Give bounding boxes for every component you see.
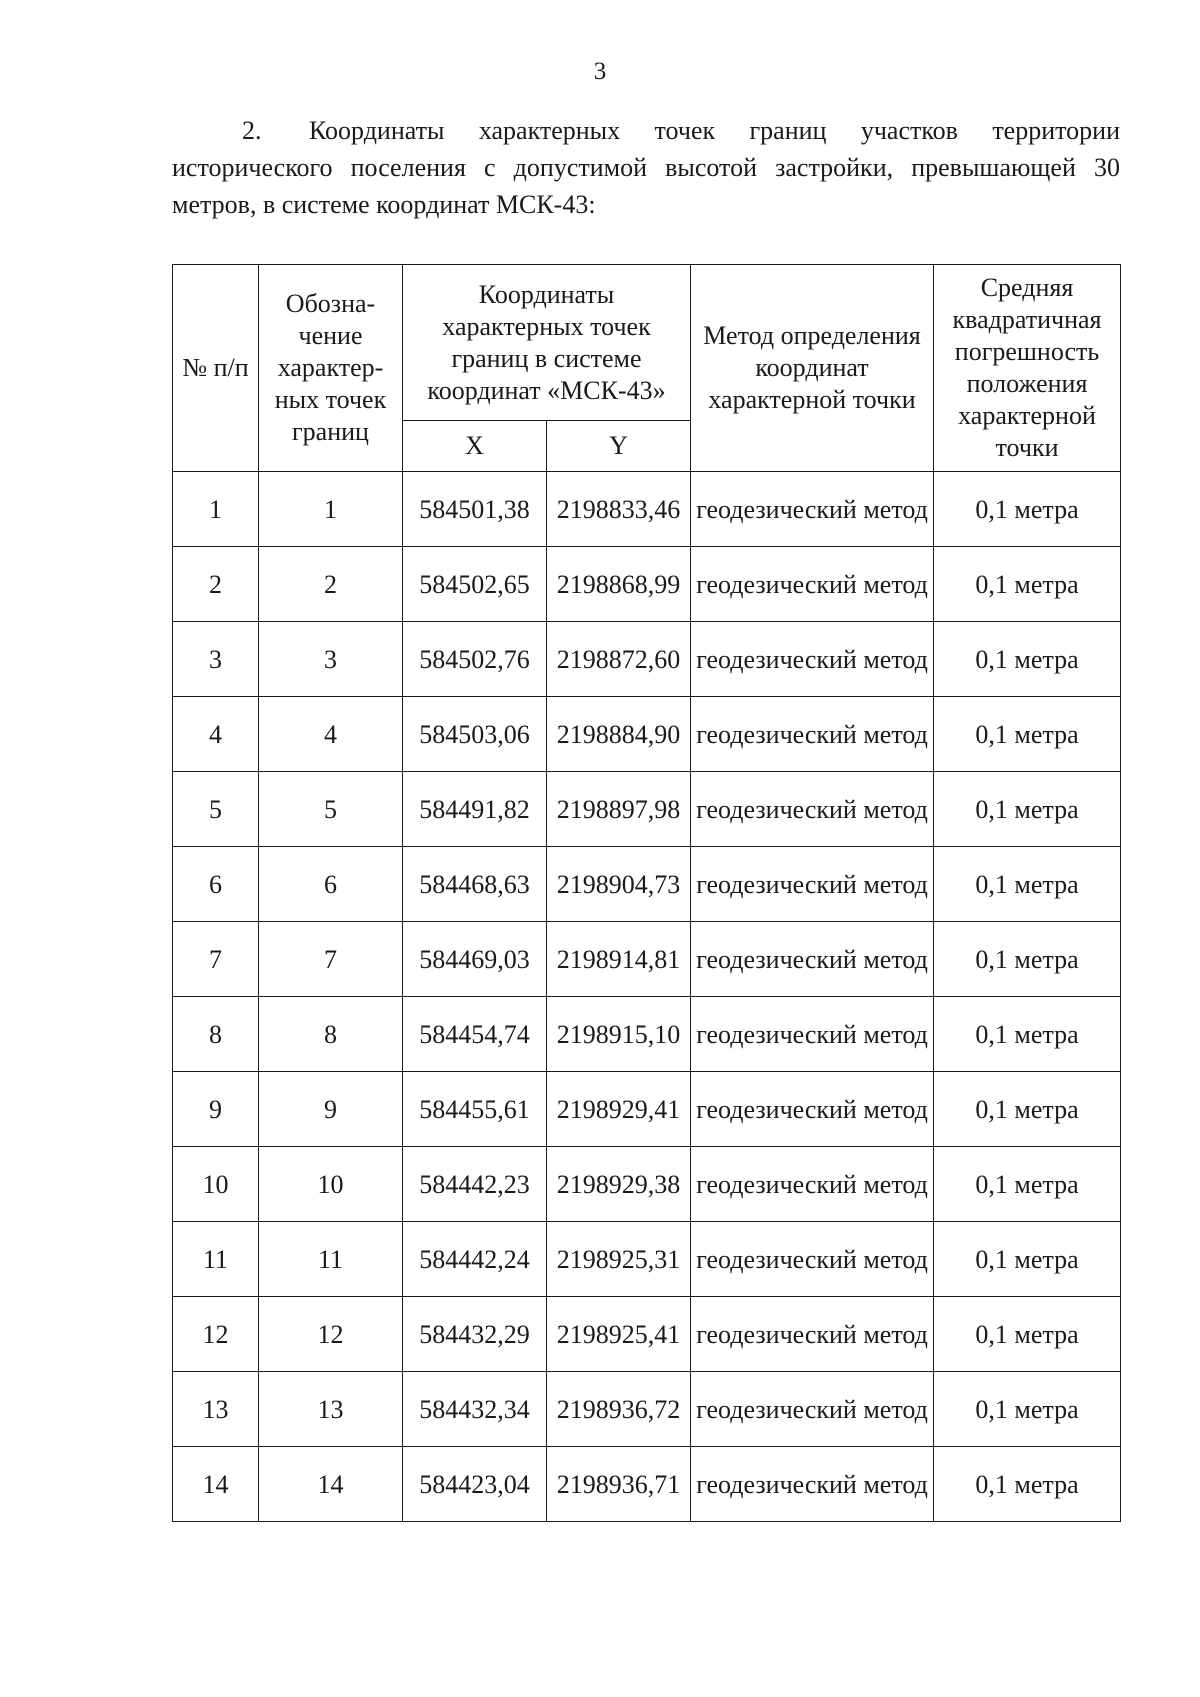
cell-y: 2198915,10 — [547, 997, 691, 1072]
cell-designation: 11 — [259, 1222, 403, 1297]
table-row — [173, 697, 1121, 772]
cell-designation: 7 — [259, 922, 403, 997]
header-coordinates: Координаты характерных точек границ в системе координат «МСК-43» — [403, 265, 691, 421]
table-row — [173, 1447, 1121, 1522]
cell-error: 0,1 метра — [934, 622, 1121, 697]
intro-item-number: 2. — [242, 116, 262, 145]
cell-number: 12 — [173, 1297, 259, 1372]
cell-method: геодезический метод — [691, 547, 934, 622]
cell-number: 8 — [173, 997, 259, 1072]
cell-y: 2198914,81 — [547, 922, 691, 997]
coordinates-table — [172, 264, 1121, 1522]
cell-method: геодезический метод — [691, 922, 934, 997]
cell-x: 584501,38 — [403, 472, 547, 547]
cell-y: 2198929,41 — [547, 1072, 691, 1147]
header-error: Средняя квадратичная погрешность положения характерной точки — [934, 265, 1121, 472]
cell-designation: 3 — [259, 622, 403, 697]
table-row — [173, 1147, 1121, 1222]
cell-y: 2198884,90 — [547, 697, 691, 772]
cell-error: 0,1 метра — [934, 472, 1121, 547]
cell-error: 0,1 метра — [934, 1222, 1121, 1297]
cell-number: 10 — [173, 1147, 259, 1222]
cell-x: 584503,06 — [403, 697, 547, 772]
table-row — [173, 772, 1121, 847]
cell-x: 584468,63 — [403, 847, 547, 922]
cell-error: 0,1 метра — [934, 697, 1121, 772]
cell-error: 0,1 метра — [934, 1447, 1121, 1522]
table-row — [173, 622, 1121, 697]
cell-designation: 8 — [259, 997, 403, 1072]
cell-number: 6 — [173, 847, 259, 922]
cell-number: 14 — [173, 1447, 259, 1522]
header-designation: Обозна-чение характер-ных точек границ — [259, 265, 403, 472]
cell-y: 2198868,99 — [547, 547, 691, 622]
cell-designation: 6 — [259, 847, 403, 922]
cell-method: геодезический метод — [691, 1072, 934, 1147]
cell-x: 584502,76 — [403, 622, 547, 697]
cell-designation: 5 — [259, 772, 403, 847]
table-row — [173, 1372, 1121, 1447]
cell-number: 7 — [173, 922, 259, 997]
cell-method: геодезический метод — [691, 847, 934, 922]
cell-designation: 13 — [259, 1372, 403, 1447]
cell-designation: 4 — [259, 697, 403, 772]
cell-number: 1 — [173, 472, 259, 547]
cell-error: 0,1 метра — [934, 847, 1121, 922]
table-row — [173, 472, 1121, 547]
cell-designation: 10 — [259, 1147, 403, 1222]
cell-x: 584454,74 — [403, 997, 547, 1072]
cell-method: геодезический метод — [691, 1222, 934, 1297]
cell-designation: 12 — [259, 1297, 403, 1372]
cell-x: 584423,04 — [403, 1447, 547, 1522]
cell-method: геодезический метод — [691, 772, 934, 847]
cell-error: 0,1 метра — [934, 922, 1121, 997]
cell-x: 584432,29 — [403, 1297, 547, 1372]
cell-x: 584455,61 — [403, 1072, 547, 1147]
cell-x: 584442,24 — [403, 1222, 547, 1297]
cell-x: 584502,65 — [403, 547, 547, 622]
cell-method: геодезический метод — [691, 1297, 934, 1372]
cell-number: 2 — [173, 547, 259, 622]
cell-number: 5 — [173, 772, 259, 847]
cell-number: 9 — [173, 1072, 259, 1147]
header-method: Метод определения координат характерной точки — [691, 265, 934, 472]
table-row — [173, 1297, 1121, 1372]
cell-method: геодезический метод — [691, 472, 934, 547]
cell-y: 2198833,46 — [547, 472, 691, 547]
cell-y: 2198904,73 — [547, 847, 691, 922]
cell-method: геодезический метод — [691, 997, 934, 1072]
table-row — [173, 1072, 1121, 1147]
cell-error: 0,1 метра — [934, 1147, 1121, 1222]
table-row — [173, 547, 1121, 622]
cell-y: 2198936,72 — [547, 1372, 691, 1447]
cell-error: 0,1 метра — [934, 772, 1121, 847]
intro-text: Координаты характерных точек границ участков территории исторического поселения с допустимой высотой застройки, превышающей 30 метров, в системе координат МСК-43: — [172, 116, 1120, 219]
cell-y: 2198872,60 — [547, 622, 691, 697]
cell-designation: 9 — [259, 1072, 403, 1147]
table-body — [173, 472, 1121, 1522]
cell-number: 4 — [173, 697, 259, 772]
cell-method: геодезический метод — [691, 1372, 934, 1447]
cell-number: 13 — [173, 1372, 259, 1447]
cell-x: 584491,82 — [403, 772, 547, 847]
cell-error: 0,1 метра — [934, 1372, 1121, 1447]
cell-error: 0,1 метра — [934, 1072, 1121, 1147]
cell-method: геодезический метод — [691, 1447, 934, 1522]
cell-method: геодезический метод — [691, 1147, 934, 1222]
table-row — [173, 997, 1121, 1072]
cell-method: геодезический метод — [691, 622, 934, 697]
cell-y: 2198936,71 — [547, 1447, 691, 1522]
cell-x: 584442,23 — [403, 1147, 547, 1222]
cell-y: 2198897,98 — [547, 772, 691, 847]
cell-x: 584469,03 — [403, 922, 547, 997]
header-x: X — [403, 421, 547, 472]
cell-number: 11 — [173, 1222, 259, 1297]
cell-method: геодезический метод — [691, 697, 934, 772]
cell-y: 2198925,41 — [547, 1297, 691, 1372]
cell-error: 0,1 метра — [934, 547, 1121, 622]
page-number: 3 — [593, 58, 607, 85]
cell-designation: 2 — [259, 547, 403, 622]
cell-error: 0,1 метра — [934, 997, 1121, 1072]
table-row — [173, 922, 1121, 997]
intro-paragraph — [172, 112, 1120, 223]
cell-number: 3 — [173, 622, 259, 697]
cell-y: 2198925,31 — [547, 1222, 691, 1297]
table-row — [173, 847, 1121, 922]
header-y: Y — [547, 421, 691, 472]
cell-error: 0,1 метра — [934, 1297, 1121, 1372]
cell-designation: 14 — [259, 1447, 403, 1522]
cell-y: 2198929,38 — [547, 1147, 691, 1222]
cell-x: 584432,34 — [403, 1372, 547, 1447]
table-row — [173, 1222, 1121, 1297]
header-number: № п/п — [173, 265, 259, 472]
cell-designation: 1 — [259, 472, 403, 547]
